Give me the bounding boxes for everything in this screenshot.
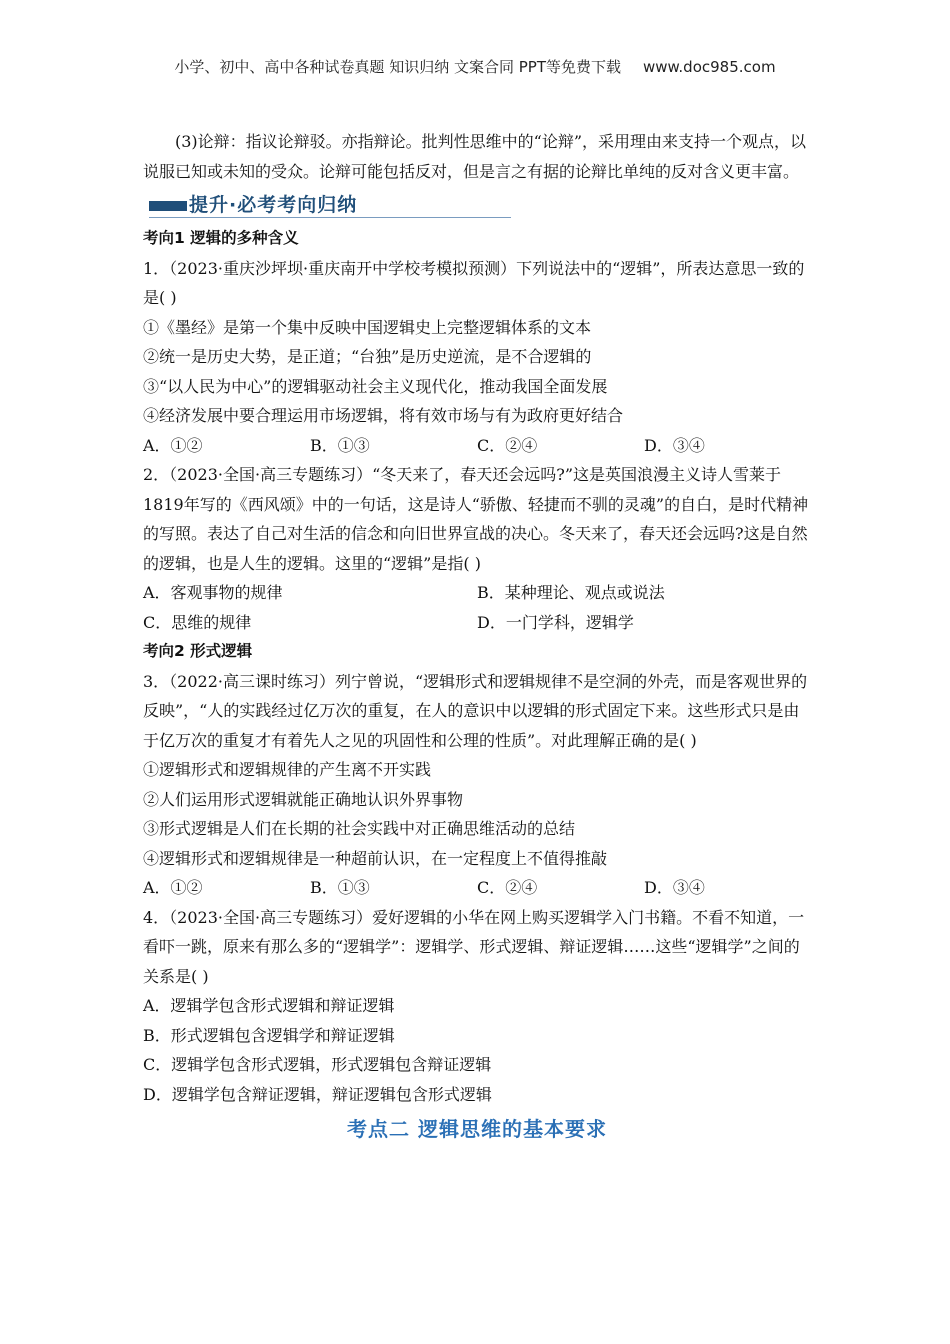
option-d: D．逻辑学包含辩证逻辑，辩证逻辑包含形式逻辑 bbox=[143, 1084, 492, 1104]
intro-paragraph: (3)论辩：指议论辩驳。亦指辩论。批判性思维中的“论辩”，采用理由来支持一个观点，以说服已知或未知的受众。论辩可能包括反对，但是言之有据的论辩比单纯的反对含义更丰富。 bbox=[143, 132, 807, 181]
document-body bbox=[143, 127, 811, 1145]
question-1-item: ②统一是历史大势，是正道；“台独”是历史逆流，是不合逻辑的 bbox=[143, 347, 592, 366]
question-1-options bbox=[143, 431, 811, 461]
option-c: C．思维的规律 bbox=[143, 612, 252, 632]
question-1-item: ③“以人民为中心”的逻辑驱动社会主义现代化，推动我国全面发展 bbox=[143, 376, 608, 396]
question-3-stem: 3．（2022·高三课时练习）列宁曾说，“逻辑形式和逻辑规律不是空洞的外壳，而是客观世界的反映”，“人的实践经过亿万次的重复，在人的意识中以逻辑的形式固定下来。这些形式只是由于亿万次的重复才有着先人之见的巩固性和公理的性质”。对此理解正确的是( ) bbox=[143, 671, 808, 750]
question-1-stem: 1．（2023·重庆沙坪坝·重庆南开中学校考模拟预测）下列说法中的“逻辑”，所表达意思一致的是( ) bbox=[143, 258, 805, 307]
option-a: A．客观事物的规律 bbox=[143, 583, 283, 602]
question-3-item: ②人们运用形式逻辑就能正确地认识外界事物 bbox=[143, 789, 464, 809]
option-d: D．③④ bbox=[644, 878, 705, 897]
option-d: D．③④ bbox=[644, 435, 705, 455]
topic2-heading: 考向2 形式逻辑 bbox=[143, 642, 253, 660]
header-url: www.doc985.com bbox=[642, 58, 776, 76]
question-1-item: ④经济发展中要合理运用市场逻辑，将有效市场与有为政府更好结合 bbox=[143, 406, 624, 425]
option-b: B．某种理论、观点或说法 bbox=[477, 583, 665, 602]
question-1-item: ①《墨经》是第一个集中反映中国逻辑史上完整逻辑体系的文本 bbox=[143, 317, 592, 337]
question-3-item: ④逻辑形式和逻辑规律是一种超前认识，在一定程度上不值得推敲 bbox=[143, 848, 608, 868]
option-a: A．①② bbox=[143, 435, 203, 455]
question-3-item: ①逻辑形式和逻辑规律的产生离不开实践 bbox=[143, 760, 432, 779]
option-c: C．②④ bbox=[477, 435, 538, 455]
option-b: B．①③ bbox=[310, 878, 370, 897]
question-3-item: ③形式逻辑是人们在长期的社会实践中对正确思维活动的总结 bbox=[143, 819, 576, 838]
banner-title: 提升·必考考向归纳 bbox=[189, 194, 358, 216]
question-3-options bbox=[143, 873, 811, 903]
option-c: C．逻辑学包含形式逻辑，形式逻辑包含辩证逻辑 bbox=[143, 1055, 492, 1074]
question-2-options-row1 bbox=[143, 578, 811, 608]
question-4-stem: 4．（2023·全国·高三专题练习）爱好逻辑的小华在网上购买逻辑学入门书籍。不看不知道，一看吓一跳，原来有那么多的“逻辑学”：逻辑学、形式逻辑、辩证逻辑……这些“逻辑学”之间的关系是( ) bbox=[143, 907, 805, 986]
question-2-options-row2 bbox=[143, 608, 811, 638]
topic1-heading: 考向1 逻辑的多种含义 bbox=[143, 229, 299, 247]
header-text: 小学、初中、高中各种试卷真题 知识归纳 文案合同 PPT等免费下载 bbox=[174, 58, 621, 76]
option-a: A．逻辑学包含形式逻辑和辩证逻辑 bbox=[143, 996, 395, 1015]
question-2-stem: 2．（2023·全国·高三专题练习）“冬天来了，春天还会远吗?”这是英国浪漫主义诗人雪莱于1819年写的《西风颂》中的一句话，这是诗人“骄傲、轻捷而不驯的灵魂”的自白，是时代精神的写照。表达了自己对生活的信念和向旧世界宣战的决心。冬天来了，春天还会远吗?这是自然的逻辑，也是人生的逻辑。这里的“逻辑”是指( ) bbox=[143, 465, 809, 573]
banner-underline bbox=[149, 217, 511, 218]
option-b: B．形式逻辑包含逻辑学和辩证逻辑 bbox=[143, 1025, 395, 1045]
option-d: D．一门学科，逻辑学 bbox=[477, 612, 634, 632]
section-banner bbox=[143, 191, 811, 221]
option-c: C．②④ bbox=[477, 878, 538, 897]
option-b: B．①③ bbox=[310, 435, 370, 455]
option-a: A．①② bbox=[143, 878, 203, 897]
banner-bar bbox=[149, 201, 187, 211]
section-title: 考点二 逻辑思维的基本要求 bbox=[347, 1117, 607, 1141]
page-header bbox=[0, 56, 950, 77]
